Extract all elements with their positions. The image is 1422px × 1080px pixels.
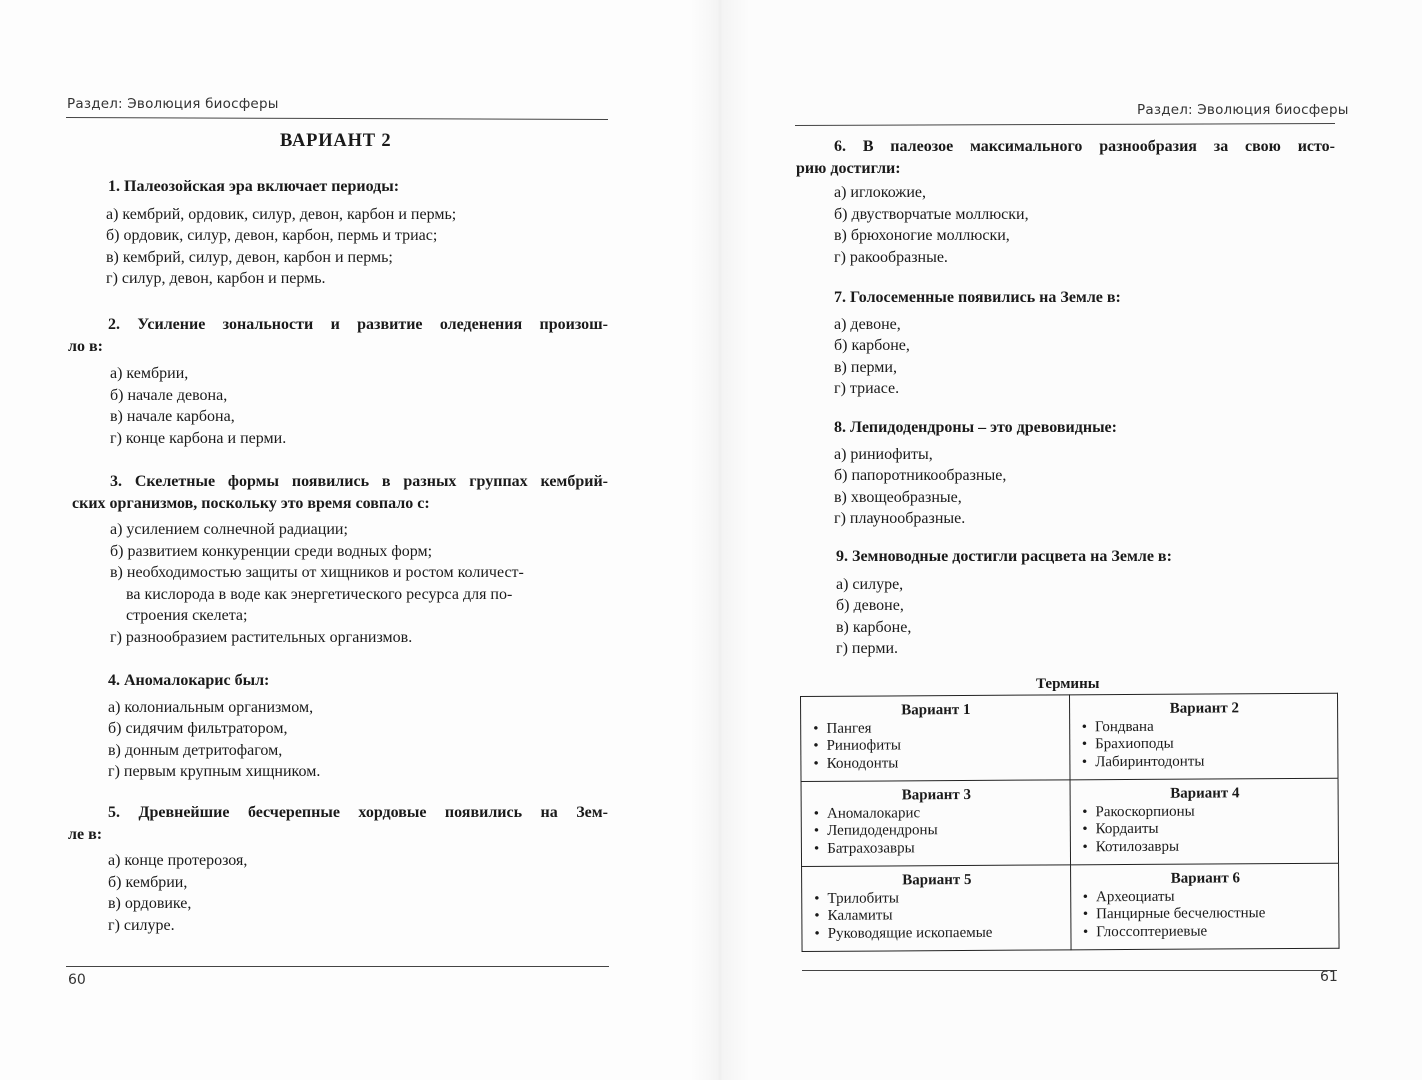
question-6-option-g: г) ракообразные. <box>834 248 948 266</box>
variant-5-term: • Трилобиты <box>814 889 1060 908</box>
question-5-option-v: в) ордовике, <box>108 895 192 912</box>
question-6-option-v: в) брюхоногие моллюски, <box>834 227 1010 244</box>
question-8-heading: 8. Лепидодендроны – это древовидные: <box>834 419 1117 436</box>
variant-5-term: • Руководящие ископаемые <box>814 924 1060 943</box>
question-7 <box>834 287 1121 400</box>
question-7-option-b: б) карбоне, <box>834 337 910 354</box>
question-4-option-v: в) донным детритофагом, <box>108 741 283 759</box>
question-1-heading: 1. Палеозойская эра включает периоды: <box>108 178 400 195</box>
terms-title: Термины <box>1036 676 1100 692</box>
variant-6-term: • Археоциаты <box>1083 887 1329 906</box>
variant-2-term: • Брахиоподы <box>1082 735 1328 754</box>
left-running-header: Раздел: Эволюция биосферы <box>67 96 279 112</box>
question-3-option-v-cont-2: строения скелета; <box>126 607 248 624</box>
terms-row <box>802 863 1340 951</box>
question-8-option-g: г) плаунообразные. <box>834 510 966 527</box>
terms-cell-variant-3 <box>801 780 1070 867</box>
question-6-heading-line-2: рию достигли: <box>796 159 901 177</box>
variant-3-title: Вариант 3 <box>901 786 972 804</box>
question-6-heading-line-1: 6. В палеозое максимального разнообразия за свою исто- <box>834 138 1335 155</box>
question-3 <box>72 471 608 648</box>
variant-3-term: • Лепидодендроны <box>814 821 1060 840</box>
question-1-option-v: в) кембрий, силур, девон, карбон и пермь; <box>106 248 393 266</box>
question-1-option-b: б) ордовик, силур, девон, карбон, пермь и триас; <box>106 227 438 244</box>
question-3-heading-line-2: ских организмов, поскольку это время совпало с: <box>72 494 430 512</box>
terms-cell-variant-1 <box>801 695 1070 782</box>
question-3-option-a: а) усилением солнечной радиации; <box>110 521 348 538</box>
question-2-heading-line-2: ло в: <box>68 337 103 355</box>
right-page-number: 61 <box>1320 969 1338 985</box>
variant-5-term: • Каламиты <box>814 906 1060 925</box>
question-9-option-v: в) карбоне, <box>836 618 912 636</box>
book-gutter <box>690 0 750 1080</box>
question-9-option-a: а) силуре, <box>836 575 904 593</box>
variant-1-term: • Пангея <box>813 719 1059 738</box>
terms-cell-variant-6 <box>1070 863 1339 950</box>
question-8-option-v: в) хвощеобразные, <box>834 488 962 506</box>
variant-2-term: • Гондвана <box>1082 717 1328 736</box>
question-9 <box>836 546 1172 660</box>
variant-5-title: Вариант 5 <box>902 871 972 889</box>
question-5-option-a: а) конце протерозоя, <box>108 852 248 869</box>
left-page-number: 60 <box>68 972 86 988</box>
question-7-option-v: в) перми, <box>834 358 897 376</box>
question-9-option-g: г) перми. <box>836 640 898 657</box>
question-6 <box>796 136 1335 268</box>
question-8 <box>834 417 1117 530</box>
question-1-option-a: а) кембрий, ордовик, силур, девон, карбон и пермь; <box>106 205 457 223</box>
right-footer-rule <box>802 970 1337 971</box>
question-6-option-b: б) двустворчатые моллюски, <box>834 205 1029 223</box>
question-5 <box>68 802 608 936</box>
variant-6-term: • Панцирные бесчелюстные <box>1083 905 1329 924</box>
question-4-heading: 4. Аномалокарис был: <box>108 672 270 689</box>
question-3-option-v-cont-1: ва кислорода в воде как энергетического ресурса для по- <box>126 585 513 603</box>
question-7-heading: 7. Голосеменные появились на Земле в: <box>834 289 1121 306</box>
variant-title: ВАРИАНТ 2 <box>280 131 392 151</box>
variant-1-term: • Риниофиты <box>813 736 1059 755</box>
terms-table <box>800 693 1340 952</box>
question-2-option-v: в) начале карбона, <box>110 408 235 425</box>
question-1-option-g: г) силур, девон, карбон и пермь. <box>106 270 326 287</box>
terms-row <box>801 693 1339 781</box>
question-2-option-b: б) начале девона, <box>110 386 228 404</box>
question-4 <box>108 670 320 783</box>
variant-2-term: • Лабиринтодонты <box>1082 752 1328 771</box>
question-5-heading-line-1: 5. Древнейшие бесчерепные хордовые появились на Зем- <box>108 804 608 821</box>
question-9-option-b: б) девоне, <box>836 597 904 614</box>
right-running-header: Раздел: Эволюция биосферы <box>1137 102 1349 118</box>
question-4-option-a: а) колониальным организмом, <box>108 698 314 716</box>
terms-cell-variant-2 <box>1069 693 1338 780</box>
left-footer-rule <box>66 966 609 967</box>
variant-6-term: • Глоссоптериевые <box>1083 922 1329 941</box>
question-5-heading-line-2: ле в: <box>68 825 103 843</box>
terms-cell-variant-5 <box>802 865 1071 952</box>
variant-1-term: • Конодонты <box>813 754 1059 773</box>
variant-4-term: • Котилозавры <box>1082 837 1328 856</box>
question-2-option-g: г) конце карбона и перми. <box>110 429 287 447</box>
variant-6-title: Вариант 6 <box>1170 870 1241 887</box>
question-4-option-g: г) первым крупным хищником. <box>108 763 321 780</box>
question-7-option-a: а) девоне, <box>834 315 901 333</box>
variant-2-title: Вариант 2 <box>1169 700 1240 717</box>
variant-4-term: • Кордаиты <box>1082 820 1328 839</box>
question-3-option-v: в) необходимостью защиты от хищников и ростом количест- <box>110 564 524 581</box>
question-5-option-g: г) силуре. <box>108 916 175 934</box>
variant-3-term: • Батрахозавры <box>814 839 1060 858</box>
question-8-option-b: б) папоротникообразные, <box>834 467 1007 484</box>
question-2-heading-line-1: 2. Усиление зональности и развитие оледенения произош- <box>108 316 608 333</box>
question-1 <box>108 176 456 290</box>
variant-1-title: Вариант 1 <box>901 701 971 719</box>
question-8-option-a: а) риниофиты, <box>834 445 933 463</box>
question-4-option-b: б) сидячим фильтратором, <box>108 720 288 737</box>
question-3-option-g: г) разнообразием растительных организмов. <box>110 628 413 646</box>
question-6-option-a: а) иглокожие, <box>834 184 927 201</box>
variant-3-term: • Аномалокарис <box>814 804 1060 823</box>
question-7-option-g: г) триасе. <box>834 380 900 397</box>
question-9-heading: 9. Земноводные достигли расцвета на Земле в: <box>836 548 1172 565</box>
question-2-option-a: а) кембрии, <box>110 365 189 382</box>
variant-4-term: • Ракоскорпионы <box>1082 802 1328 821</box>
terms-cell-variant-4 <box>1070 778 1339 865</box>
question-2 <box>68 314 608 449</box>
variant-4-title: Вариант 4 <box>1170 785 1240 802</box>
terms-row <box>801 778 1339 866</box>
question-3-heading-line-1: 3. Скелетные формы появились в разных группах кембрий- <box>110 473 608 490</box>
question-3-option-b: б) развитием конкуренции среди водных форм; <box>110 542 433 560</box>
question-5-option-b: б) кембрии, <box>108 873 188 891</box>
